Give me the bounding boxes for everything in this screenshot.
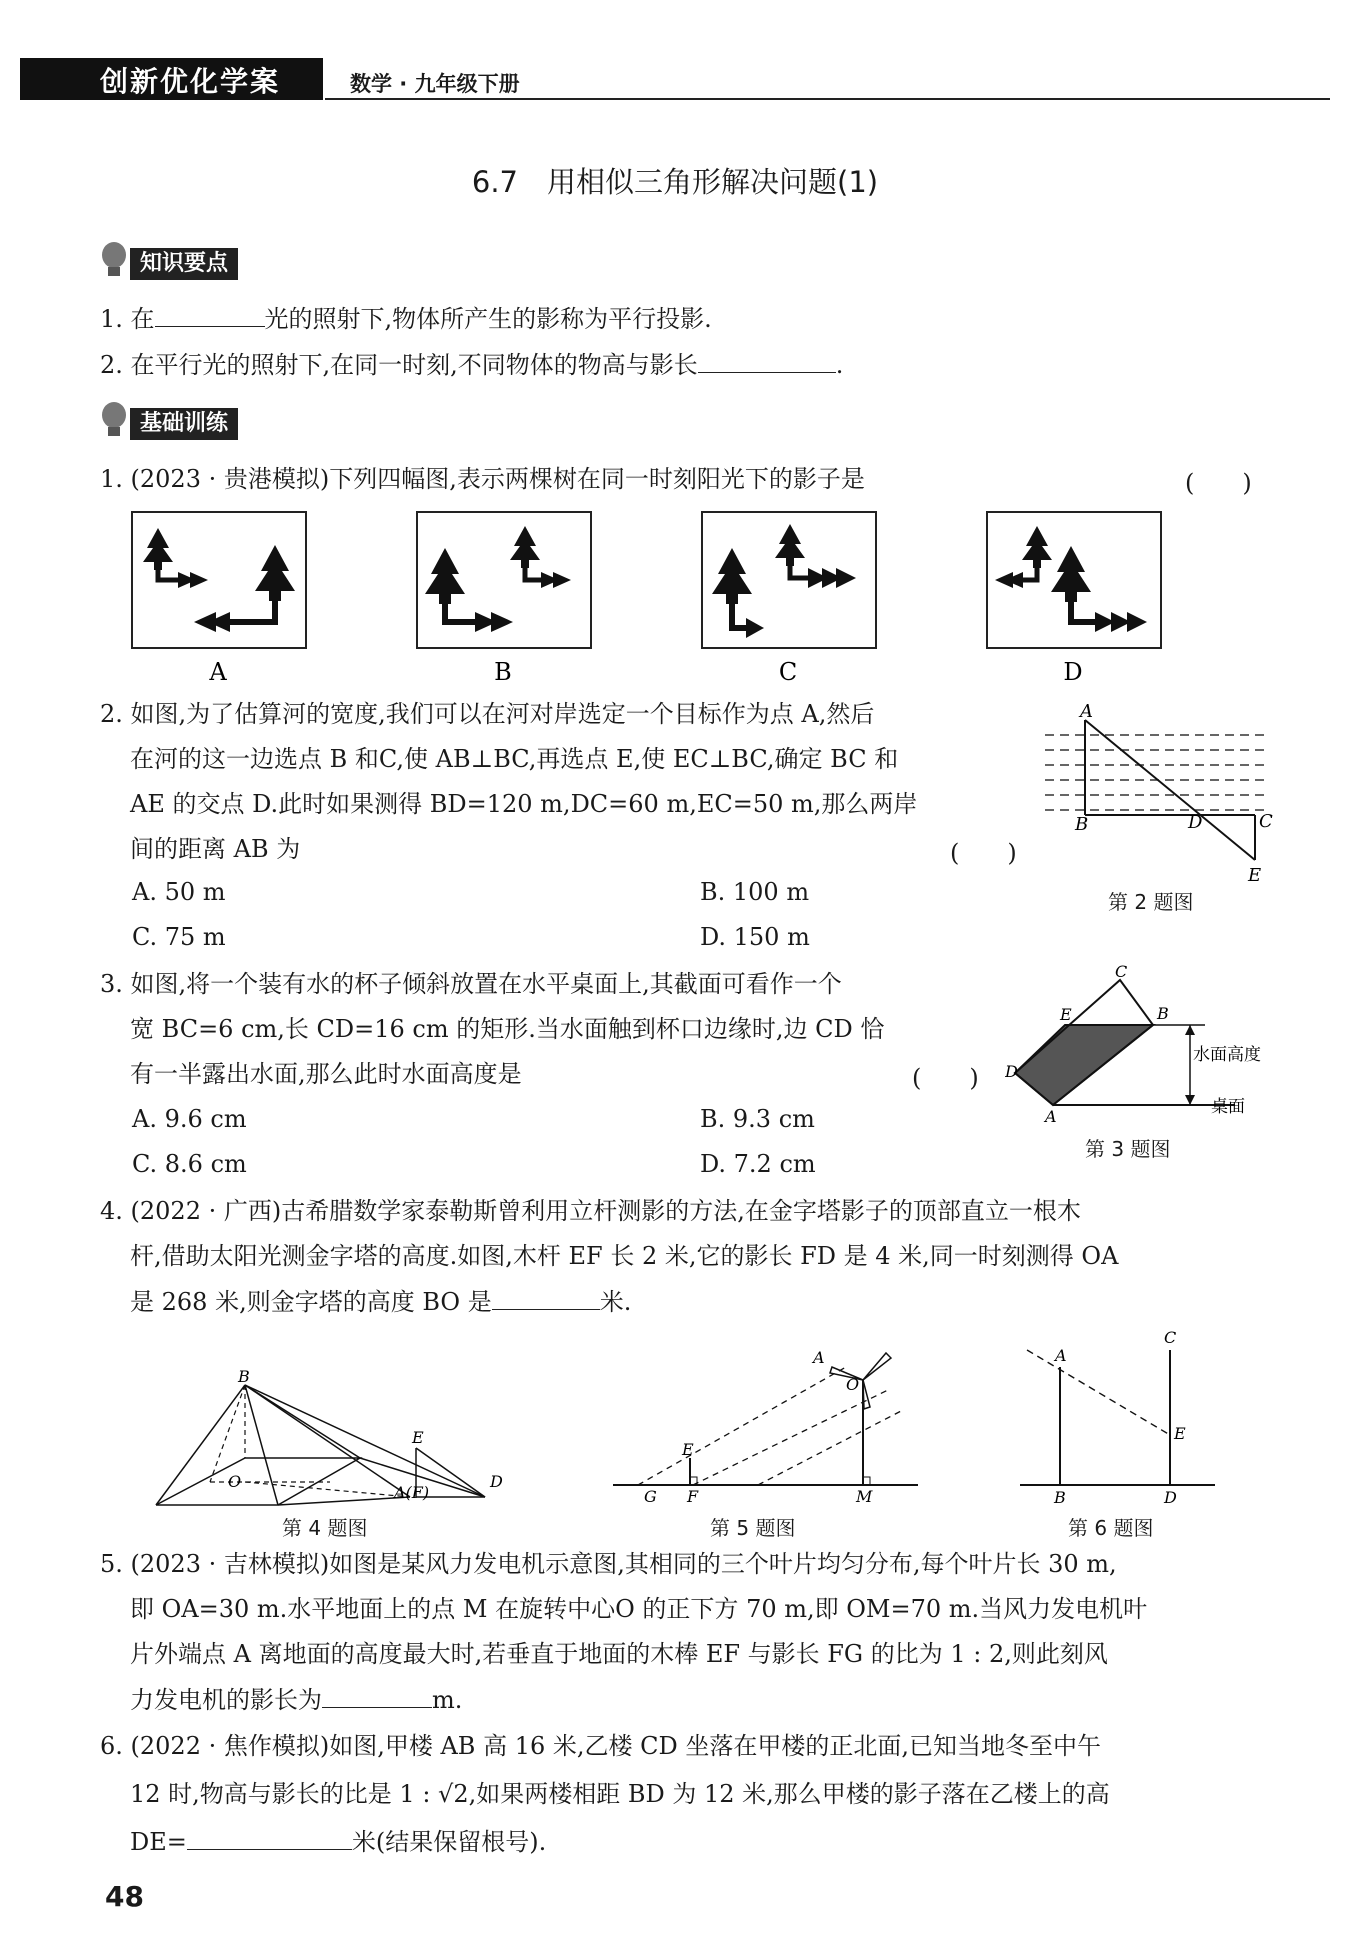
point-label: C (1115, 965, 1128, 981)
book-subtitle: 数学 · 九年级下册 (350, 72, 520, 96)
page-number: 48 (105, 1880, 144, 1913)
q-text: DE= (130, 1828, 187, 1856)
answer-blank[interactable] (492, 1285, 600, 1310)
answer-blank[interactable] (187, 1825, 352, 1850)
figure-caption: 第 4 题图 (282, 1516, 368, 1540)
desk-label: 桌面 (1211, 1097, 1245, 1117)
option-d[interactable]: D. 7.2 cm (700, 1150, 816, 1178)
option-c[interactable]: C. 75 m (132, 923, 226, 951)
q2-line: 2. 如图,为了估算河的宽度,我们可以在河对岸选定一个目标作为点 A,然后 (100, 700, 875, 728)
q2-line: 间的距离 AB 为 (130, 835, 301, 863)
answer-blank[interactable] (698, 348, 836, 373)
point-label: E (412, 1428, 424, 1447)
q-text: 2. 在平行光的照射下,在同一时刻,不同物体的物高与影长 (100, 351, 698, 379)
lightbulb-icon (98, 400, 128, 442)
q6-line: 6. (2022 · 焦作模拟)如图,甲楼 AB 高 16 米,乙楼 CD 坐落在甲楼的正北面,已知当地冬至中午 (100, 1732, 1101, 1760)
q3-line: 有一半露出水面,那么此时水面高度是 (130, 1060, 522, 1088)
point-label: F (687, 1487, 699, 1505)
point-label: D (1164, 1488, 1177, 1507)
q6-line: 12 时,物高与影长的比是 1 : √2,如果两楼相距 BD 为 12 米,那么甲楼的影子落在乙楼上的高 (130, 1780, 1110, 1808)
q-text: 米(结果保留根号). (351, 1828, 547, 1856)
q-text: 1. 在 (100, 305, 155, 333)
q5-line: 5. (2023 · 吉林模拟)如图是某风力发电机示意图,其相同的三个叶片均匀分布,每个叶片长 30 m, (100, 1550, 1117, 1578)
choice-c-label: C (778, 658, 798, 686)
option-a[interactable]: A. 50 m (132, 878, 226, 906)
point-label: A (1055, 1346, 1067, 1365)
choice-d-figure[interactable] (987, 512, 1161, 648)
lesson-title: 6.7 用相似三角形解决问题(1) (471, 165, 879, 199)
knowledge-q1 (100, 302, 712, 335)
header-rule (325, 98, 1330, 100)
q4-line: 杆,借助太阳光测金字塔的高度.如图,木杆 EF 长 2 米,它的影长 FD 是 4 米,同一时刻测得 OA (130, 1242, 1119, 1270)
point-label: B (238, 1370, 250, 1386)
q3-line: 宽 BC=6 cm,长 CD=16 cm 的矩形.当水面触到杯口边缘时,边 CD 恰 (130, 1015, 885, 1043)
point-label: A (1045, 1107, 1057, 1126)
choice-c-figure[interactable] (702, 512, 876, 648)
q1-tree-figures (130, 510, 1170, 690)
section-label: 基础训练 (130, 408, 238, 440)
water-height-label: 水面高度 (1193, 1045, 1261, 1065)
knowledge-q2 (100, 348, 843, 381)
point-label: D (1188, 812, 1203, 833)
q-text: 光的照射下,物体所产生的影称为平行投影. (264, 305, 712, 333)
q-text: 力发电机的影长为 (130, 1686, 322, 1714)
point-label: B (1075, 814, 1089, 835)
choice-b-label: B (494, 658, 512, 686)
point-label: G (644, 1487, 657, 1505)
point-label: C (1259, 811, 1273, 832)
answer-blank[interactable] (155, 302, 265, 327)
point-label: A(F) (394, 1483, 430, 1502)
point-label: O (846, 1375, 860, 1394)
q-text: 米. (599, 1288, 632, 1316)
fig4-pyramid (150, 1370, 510, 1510)
answer-paren[interactable]: ( ) (912, 1064, 979, 1092)
point-label: D (1005, 1062, 1018, 1081)
q2-line: AE 的交点 D.此时如果测得 BD=120 m,DC=60 m,EC=50 m,那么两岸 (130, 790, 918, 818)
point-label: M (856, 1487, 873, 1505)
point-label: E (1174, 1424, 1186, 1443)
option-c[interactable]: C. 8.6 cm (132, 1150, 247, 1178)
q5-line (130, 1683, 462, 1716)
figure-caption: 第 2 题图 (1108, 890, 1194, 914)
q-text: m. (432, 1686, 463, 1714)
q3-figure (1005, 965, 1305, 1135)
point-label: E (1060, 1005, 1072, 1024)
choice-b-figure[interactable] (417, 512, 591, 648)
answer-paren[interactable]: ( ) (1185, 469, 1252, 497)
figure-caption: 第 3 题图 (1085, 1137, 1171, 1161)
option-a[interactable]: A. 9.6 cm (132, 1105, 247, 1133)
q3-line: 3. 如图,将一个装有水的杯子倾斜放置在水平桌面上,其截面可看作一个 (100, 970, 842, 998)
answer-paren[interactable]: ( ) (950, 839, 1017, 867)
figure-caption: 第 5 题图 (710, 1516, 796, 1540)
q2-figure (1040, 695, 1280, 895)
choice-a-figure[interactable] (132, 512, 306, 648)
lightbulb-icon (98, 240, 128, 282)
option-d[interactable]: D. 150 m (700, 923, 810, 951)
point-label: A (1080, 701, 1093, 722)
point-label: E (682, 1440, 694, 1459)
q4-line (130, 1285, 631, 1318)
point-label: B (1054, 1488, 1066, 1507)
book-brand: 创新优化学案 (100, 65, 281, 98)
q6-line (130, 1825, 546, 1858)
answer-blank[interactable] (322, 1683, 432, 1708)
q5-line: 片外端点 A 离地面的高度最大时,若垂直于地面的木棒 EF 与影长 FG 的比为 1 : 2,则此刻风 (130, 1640, 1108, 1668)
choice-a-label: A (209, 658, 227, 686)
q4-line: 4. (2022 · 广西)古希腊数学家泰勒斯曾利用立杆测影的方法,在金字塔影子的顶部直立一根木 (100, 1197, 1081, 1225)
q-text: . (835, 351, 844, 379)
point-label: B (1157, 1004, 1169, 1023)
point-label: C (1164, 1328, 1177, 1347)
q2-line: 在河的这一边选点 B 和C,使 AB⊥BC,再选点 E,使 EC⊥BC,确定 BC 和 (130, 745, 899, 773)
section-label: 知识要点 (130, 248, 238, 280)
point-label: A (813, 1348, 825, 1367)
q1-text: 1. (2023 · 贵港模拟)下列四幅图,表示两棵树在同一时刻阳光下的影子是 (100, 465, 865, 493)
point-label: E (1248, 865, 1262, 886)
point-label: D (490, 1472, 503, 1491)
q5-line: 即 OA=30 m.水平地面上的点 M 在旋转中心O 的正下方 70 m,即 OM=70 m.当风力发电机叶 (130, 1595, 1148, 1623)
point-label: O (228, 1472, 242, 1491)
option-b[interactable]: B. 9.3 cm (700, 1105, 815, 1133)
option-b[interactable]: B. 100 m (700, 878, 810, 906)
choice-d-label: D (1063, 658, 1083, 686)
figure-caption: 第 6 题图 (1068, 1516, 1154, 1540)
fig5-wind-turbine (608, 1345, 928, 1505)
q-text: 是 268 米,则金字塔的高度 BO 是 (130, 1288, 492, 1316)
fig6-buildings (1015, 1325, 1245, 1510)
